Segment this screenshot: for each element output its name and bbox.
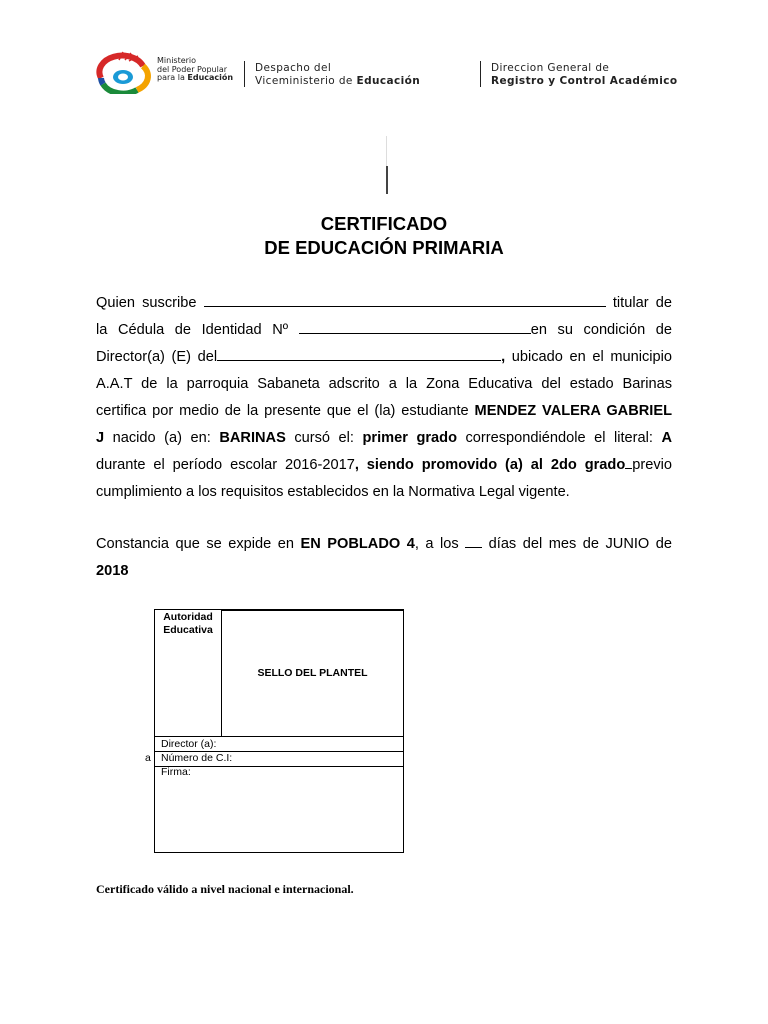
blank-name-field[interactable] [204,293,606,307]
ministry-name: Ministerio del Poder Popular para la Educación [157,56,234,82]
issue-year: 2018 [96,563,129,579]
firma-label: Firma: [161,766,191,778]
signature-box [154,609,404,853]
ministry-logo [95,50,153,94]
birthplace: BARINAS [219,430,286,446]
header-divider [480,61,481,87]
office-despacho: Despacho del Viceministerio de Educación [255,62,421,87]
blank-id-field[interactable] [299,320,531,334]
issue-place: EN POBLADO 4 [300,536,415,552]
autoridad-label: Autoridad Educativa [163,611,213,636]
body-line: Quien suscribe titular de [96,295,672,311]
literal: A [661,430,672,446]
certificate-body [96,290,672,506]
ci-label: Número de C.I: [161,752,233,764]
text-cursor [386,136,388,194]
body-line: J nacido (a) en: BARINAS cursó el: primer grado correspondiéndole el literal: A [96,430,672,446]
constancia-paragraph [96,531,672,585]
seal-label: SELLO DEL PLANTEL [257,667,368,679]
side-letter: a [145,752,151,764]
student-name: MENDEZ VALERA GABRIEL [474,403,672,419]
body-line: Director(a) (E) del , ubicado en el municipio [96,349,672,365]
header-divider [244,61,245,87]
director-label: Director (a): [161,738,217,750]
constancia-line: Constancia que se expide en EN POBLADO 4, a los días del mes de JUNIO de [96,536,672,552]
certificate-subtitle: DE EDUCACIÓN PRIMARIA [264,237,504,258]
constancia-line [96,558,672,585]
certificate-title: CERTIFICADO [320,213,448,234]
body-line: durante el período escolar 2016-2017, siendo promovido (a) al 2do grado previo [96,457,672,473]
validity-note: Certificado válido a nivel nacional e internacional. [96,882,354,896]
body-line: cumplimiento a los requisitos establecidos en la Normativa Legal vigente. [96,484,570,500]
office-direccion: Direccion General de Registro y Control Académico [491,62,678,87]
grade: primer grado [362,430,457,446]
blank-day-field[interactable] [465,534,482,548]
document-header [95,48,715,96]
body-line: A.A.T de la parroquia Sabaneta adscrito a la Zona Educativa del estado Barinas [96,376,672,392]
blank-school-field[interactable] [217,347,501,361]
body-line: la Cédula de Identidad Nº en su condición de [96,322,673,338]
body-line: certifica por medio de la presente que el (la) estudiante MENDEZ VALERA GABRIEL [96,403,672,419]
